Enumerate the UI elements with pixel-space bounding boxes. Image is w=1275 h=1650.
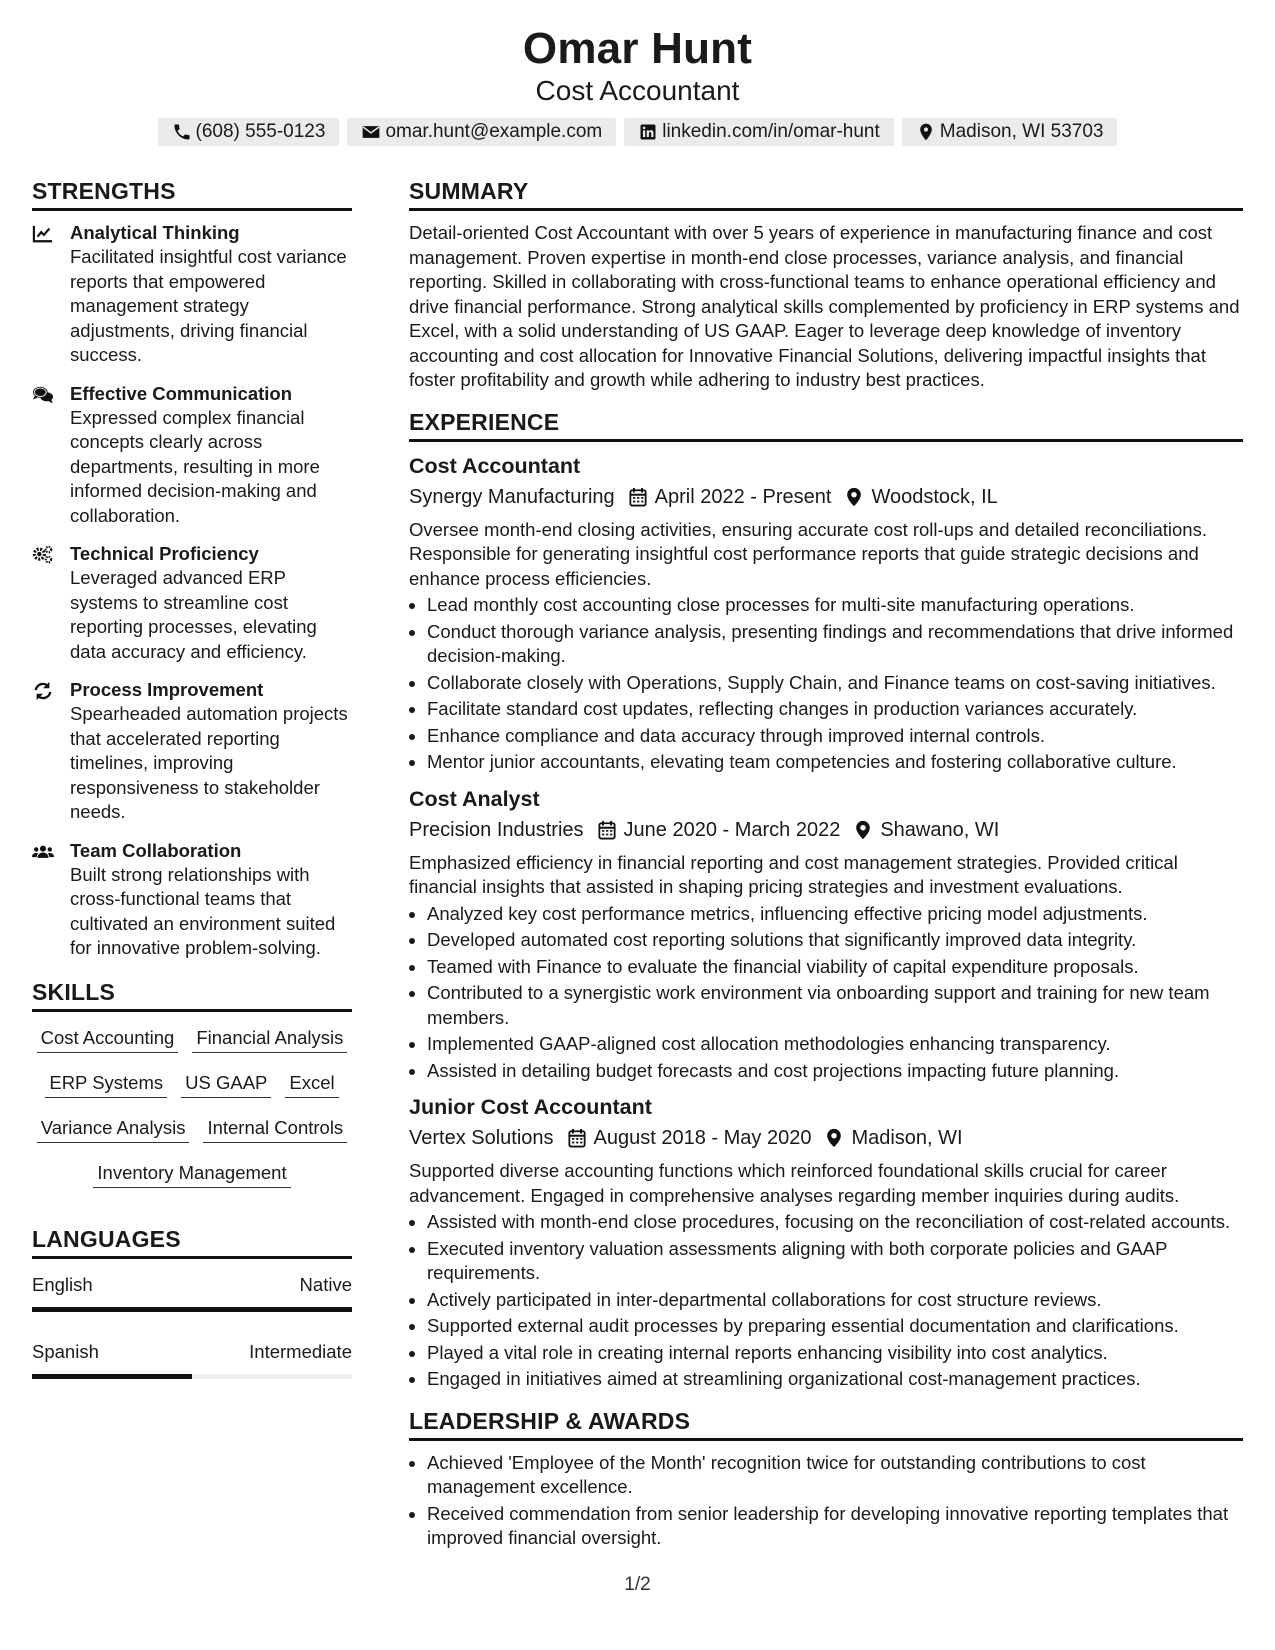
chart-line-icon	[32, 224, 54, 244]
strength-title: Process Improvement	[70, 679, 264, 700]
job-bullet: • Mentor junior accountants, elevating team competencies and fostering collaborative culture.	[427, 750, 1243, 775]
job-bullet: • Implemented GAAP-aligned cost allocation methodologies enhancing transparency.	[427, 1032, 1243, 1057]
job-location: Woodstock, IL	[871, 485, 998, 508]
strength-title: Effective Communication	[70, 382, 293, 404]
strength-desc: Expressed complex financial concepts clearly across departments, resulting in more informed decision-making and collaboration.	[70, 406, 320, 526]
job-bullet: • Engaged in initiatives aimed at streamlining organizational cost-management practices.	[427, 1367, 1243, 1392]
job-bullets	[409, 593, 1243, 775]
calendar-icon	[568, 1128, 586, 1148]
job-dates: August 2018 - May 2020	[593, 1127, 812, 1149]
experience-heading: EXPERIENCE	[409, 407, 1243, 442]
contact-linkedin-text: linkedin.com/in/omar-hunt	[662, 121, 880, 142]
contact-email[interactable]	[347, 118, 616, 146]
skill-tag: Variance Analysis	[37, 1116, 190, 1143]
resume-header	[0, 24, 1275, 146]
contact-bar	[0, 118, 1275, 146]
contact-phone-text: (608) 555-0123	[195, 121, 326, 142]
job-bullet: • Assisted with month-end close procedures, focusing on the reconciliation of cost-related accounts.	[427, 1210, 1243, 1235]
calendar-icon	[629, 487, 647, 507]
strength-title: Technical Proficiency	[70, 543, 259, 564]
job-bullet: • Developed automated cost reporting solutions that significantly improved data integrity.	[427, 928, 1243, 953]
job-bullet: • Enhance compliance and data accuracy through improved internal controls.	[427, 724, 1243, 749]
strength-desc: Spearheaded automation projects that accelerated reporting timelines, improving responsiveness to stakeholder needs.	[70, 703, 348, 822]
job-bullet: • Supported external audit processes by preparing essential documentation and clarifications.	[427, 1314, 1243, 1339]
job-company: Vertex Solutions	[409, 1127, 554, 1149]
users-icon	[32, 842, 54, 862]
job-meta	[409, 815, 1243, 845]
job-company: Precision Industries	[409, 818, 584, 841]
job-bullet: • Analyzed key cost performance metrics, influencing effective pricing model adjustments.	[427, 902, 1243, 927]
location-icon	[916, 122, 936, 142]
language-proficiency-bar	[32, 1307, 352, 1312]
skills-list	[32, 1022, 352, 1202]
job-bullets	[409, 902, 1243, 1084]
calendar-icon	[598, 820, 616, 840]
job-description: Emphasized efficiency in financial reporting and cost management strategies. Provided critical financial insights that assisted in shaping pricing strategies and investment evaluations.	[409, 851, 1178, 897]
contact-phone	[158, 118, 340, 146]
job-title: Junior Cost Accountant	[409, 1095, 652, 1119]
language-proficiency-fill	[32, 1307, 352, 1312]
page-number: 1/2	[624, 1574, 651, 1595]
strength-item	[32, 542, 352, 664]
language-proficiency-bar	[32, 1374, 352, 1379]
leadership-bullet: • Achieved 'Employee of the Month' recognition twice for outstanding contributions to cost management excellence.	[427, 1451, 1243, 1500]
job-company: Synergy Manufacturing	[409, 485, 615, 508]
skills-heading: SKILLS	[32, 977, 352, 1012]
job-bullets	[409, 1210, 1243, 1392]
language-name: Spanish	[32, 1340, 99, 1362]
summary-text: Detail-oriented Cost Accountant with over 5 years of experience in manufacturing finance and cost management. Proven expertise in month-end close processes, variance analysis, and financial reporting. Skilled in collaborating with cross-functional teams to enhance operational efficiency and drive financial performance. Strong analytical skills complemented by proficiency in ERP systems and Excel, with a solid understanding of US GAAP. Eager to leverage deep knowledge of inventory accounting and cost allocation for Innovative Financial Solutions, delivering impactful insights that foster profitability and growth while adhering to industry best practices.	[409, 222, 1240, 390]
language-level: Intermediate	[249, 1340, 352, 1362]
email-icon	[361, 122, 381, 142]
location-icon	[854, 820, 872, 840]
job-description: Supported diverse accounting functions which reinforced foundational skills crucial for career advancement. Engaged in comprehensive analyses regarding member inquiries during audits.	[409, 1160, 1180, 1206]
job-meta	[409, 482, 1243, 512]
job-description: Oversee month-end closing activities, ensuring accurate cost roll-ups and detailed reconciliations. Responsible for generating insightful cost performance reports that guide strategic decisions and enhance process efficiencies.	[409, 518, 1207, 589]
job-bullet: • Actively participated in inter-departmental collaborations for cost structure reviews.	[427, 1288, 1243, 1313]
strength-title: Team Collaboration	[70, 839, 242, 861]
skill-tag: Cost Accounting	[37, 1026, 179, 1053]
strengths-heading: STRENGTHS	[32, 176, 352, 211]
skill-tag: US GAAP	[181, 1071, 271, 1098]
skill-tag: Inventory Management	[93, 1161, 290, 1188]
job-bullet: • Collaborate closely with Operations, Supply Chain, and Finance teams on cost-saving initiatives.	[427, 671, 1243, 696]
job-entry	[409, 452, 1243, 775]
job-bullet: • Conduct thorough variance analysis, presenting findings and recommendations that drive informed decision-making.	[427, 620, 1243, 669]
candidate-title: Cost Accountant	[535, 75, 740, 106]
summary-heading: SUMMARY	[409, 176, 1243, 211]
job-meta	[409, 1123, 1243, 1153]
language-name: English	[32, 1273, 93, 1295]
job-bullet: • Teamed with Finance to evaluate the financial viability of capital expenditure proposals.	[427, 955, 1243, 980]
contact-email-text: omar.hunt@example.com	[385, 121, 603, 142]
gears-icon	[32, 545, 54, 565]
strength-desc: Facilitated insightful cost variance reports that empowered management strategy adjustments, driving financial success.	[70, 246, 347, 365]
skill-tag: Excel	[285, 1071, 338, 1098]
job-bullet: • Contributed to a synergistic work environment via onboarding support and training for new team members.	[427, 981, 1243, 1030]
job-location: Shawano, WI	[880, 818, 1000, 841]
job-title: Cost Analyst	[409, 786, 540, 811]
job-location: Madison, WI	[851, 1127, 963, 1149]
job-dates: April 2022 - Present	[654, 485, 832, 508]
strength-item	[32, 221, 352, 368]
contact-linkedin[interactable]	[624, 118, 894, 146]
language-level: Native	[299, 1273, 352, 1295]
job-bullet: • Executed inventory valuation assessments aligning with both corporate policies and GAAP requirements.	[427, 1237, 1243, 1286]
strength-desc: Leveraged advanced ERP systems to streamline cost reporting processes, elevating data accuracy and efficiency.	[70, 567, 317, 662]
language-item	[32, 1273, 352, 1312]
candidate-name: Omar Hunt	[522, 24, 753, 73]
job-entry	[409, 1093, 1243, 1392]
job-title: Cost Accountant	[409, 453, 581, 478]
language-proficiency-fill	[32, 1374, 192, 1379]
job-bullet: • Lead monthly cost accounting close processes for multi-site manufacturing operations.	[427, 593, 1243, 618]
phone-icon	[172, 122, 192, 142]
strength-item	[32, 678, 352, 825]
strength-title: Analytical Thinking	[70, 222, 240, 243]
job-bullet: • Facilitate standard cost updates, reflecting changes in production variances accurately.	[427, 697, 1243, 722]
refresh-icon	[32, 681, 54, 701]
skill-tag: Financial Analysis	[192, 1026, 347, 1053]
location-icon	[825, 1128, 843, 1148]
languages-heading: LANGUAGES	[32, 1224, 352, 1259]
language-item	[32, 1340, 352, 1379]
leadership-bullet: • Received commendation from senior leadership for developing innovative reporting templates that improved financial oversight.	[427, 1502, 1243, 1551]
contact-location	[902, 118, 1118, 146]
contact-location-text: Madison, WI 53703	[939, 121, 1104, 142]
comments-icon	[32, 385, 54, 405]
linkedin-icon	[638, 122, 658, 142]
right-column	[409, 176, 1243, 1553]
strength-item	[32, 382, 352, 529]
skill-tag: Internal Controls	[203, 1116, 347, 1143]
left-column	[32, 176, 352, 1407]
skill-tag: ERP Systems	[45, 1071, 167, 1098]
leadership-heading: LEADERSHIP & AWARDS	[409, 1406, 1243, 1441]
job-bullet: • Assisted in detailing budget forecasts and cost projections impacting future planning.	[427, 1059, 1243, 1084]
job-bullet: • Played a vital role in creating internal reports enhancing visibility into cost analytics.	[427, 1341, 1243, 1366]
strength-item	[32, 839, 352, 961]
leadership-bullets	[409, 1451, 1243, 1551]
location-icon	[845, 487, 863, 507]
job-entry	[409, 785, 1243, 1084]
strength-desc: Built strong relationships with cross-functional teams that cultivated an environment suited for innovative problem-solving.	[70, 863, 336, 958]
job-dates: June 2020 - March 2022	[623, 818, 841, 841]
